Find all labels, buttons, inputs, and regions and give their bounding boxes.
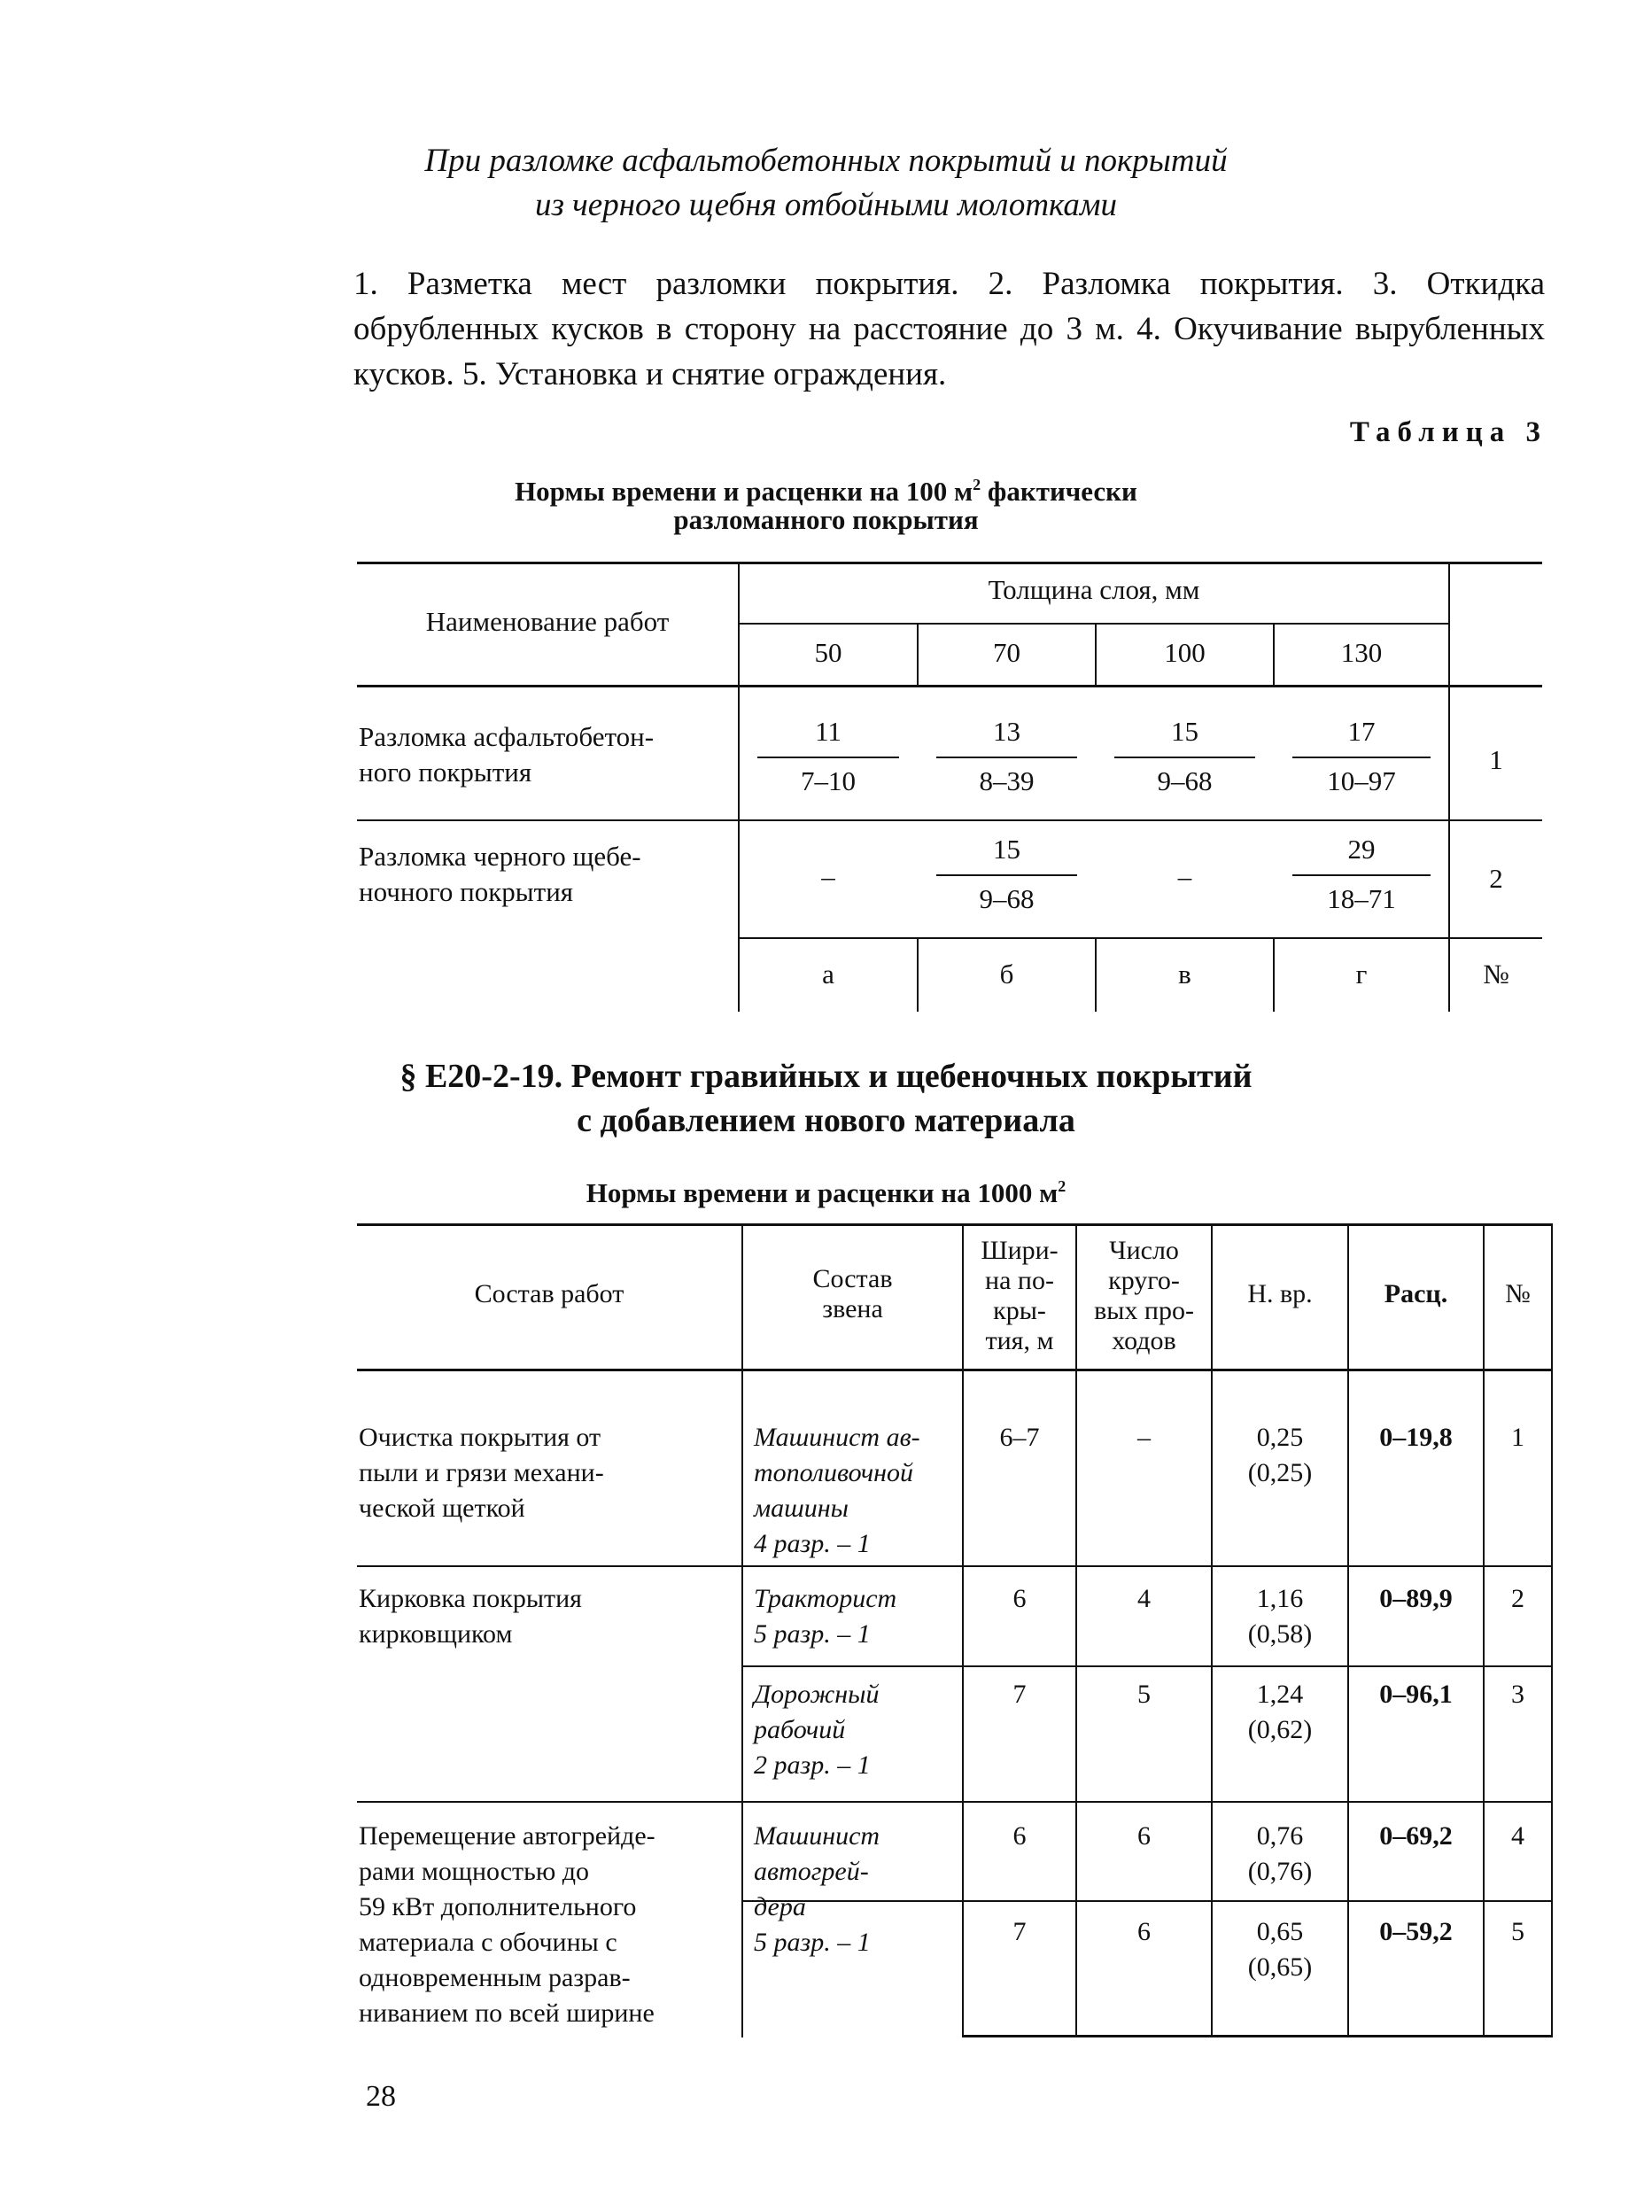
intro-heading-line1: При разломке асфальтобетонных покрытий и покрытий	[424, 143, 1228, 179]
table3	[357, 562, 1542, 1012]
table3-r2-c4: 29 18–71	[1275, 832, 1448, 917]
section-title-line2: с добавлением нового материала	[577, 1102, 1075, 1139]
g2-r1-passes: 4	[1137, 1584, 1151, 1613]
table3-label: Таблица 3	[1349, 416, 1547, 448]
g1-r1-width: 6–7	[999, 1423, 1040, 1452]
table3-row2-name-line2: ночного покрытия	[359, 876, 574, 907]
g1-r1-price: 0–19,8	[1379, 1423, 1453, 1452]
table3-header-thickness: Толщина слоя, мм	[988, 574, 1200, 605]
g3-r2-passes: 6	[1137, 1917, 1151, 1946]
th-norm: Н. вр.	[1247, 1279, 1313, 1308]
g2-crew1: Тракторист 5 разр. – 1	[754, 1584, 897, 1649]
repair-norms-table	[357, 1223, 1553, 2037]
g2-r1-price: 0–89,9	[1379, 1584, 1453, 1613]
g2-r1-norm: 1,16 (0,58)	[1247, 1584, 1313, 1649]
table3-footer-a: а	[822, 959, 834, 990]
th-price: Расц.	[1384, 1279, 1448, 1308]
table3-col-50: 50	[814, 637, 842, 668]
section-title-line1: § Е20-2-19. Ремонт гравийных и щебеночных покрытий	[399, 1058, 1253, 1095]
g2-r2-no: 3	[1511, 1680, 1524, 1709]
g3-r2-width: 7	[1012, 1917, 1027, 1946]
g1-r1-no: 1	[1511, 1423, 1524, 1452]
page-number: 28	[366, 2080, 396, 2113]
table3-r2-c3: –	[1177, 861, 1192, 892]
table3-col-100: 100	[1164, 637, 1206, 668]
g2-work: Кирковка покрытия кирковщиком	[359, 1584, 582, 1649]
table3-row1-name-line1: Разломка асфальтобетон-	[359, 721, 655, 752]
th-crew-line2: звена	[822, 1294, 883, 1323]
g1-r1-passes: –	[1137, 1423, 1151, 1452]
table3-footer-no: №	[1483, 959, 1509, 990]
th-crew-line1: Состав	[812, 1264, 893, 1293]
g2-r2-passes: 5	[1137, 1680, 1151, 1709]
section-caption: Нормы времени и расценки на 1000 $м^2$	[586, 1177, 1066, 1208]
g2-crew2: Дорожный рабочий 2 разр. – 1	[754, 1680, 880, 1780]
g2-r2-width: 7	[1012, 1680, 1027, 1709]
table3-footer-b: б	[999, 959, 1014, 990]
g3-r1-passes: 6	[1137, 1821, 1151, 1851]
g2-r1-no: 2	[1511, 1584, 1524, 1613]
g1-crew: Машинист ав- тополивочной машины 4 разр. – 1	[754, 1423, 920, 1558]
table3-row1-no: 1	[1489, 744, 1503, 775]
table3-footer-v: в	[1178, 959, 1191, 990]
g1-work: Очистка покрытия от пыли и грязи механи- ческой щеткой	[359, 1423, 604, 1523]
g3-r1-no: 4	[1511, 1821, 1524, 1851]
g3-work: Перемещение автогрейде- рами мощностью до 59 кВт дополнительного материала с обочины с одновременным разрав- ниванием по всей ширине	[359, 1821, 655, 2028]
g3-r2-norm: 0,65 (0,65)	[1247, 1917, 1313, 1982]
table3-caption-line1: Нормы времени и расценки на 100 $м^2$ фактически	[515, 476, 1137, 507]
th-passes: Число круго- вых про- ходов	[1094, 1236, 1194, 1355]
g3-r1-width: 6	[1012, 1821, 1027, 1851]
g1-r1-norm: 0,25 (0,25)	[1247, 1423, 1313, 1487]
th-work: Состав работ	[474, 1279, 624, 1308]
table3-r2-c2: 15 9–68	[919, 832, 1095, 917]
table3-col-70: 70	[993, 637, 1020, 668]
g3-r2-no: 5	[1511, 1917, 1524, 1946]
table3-r1-c3: 15 9–68	[1097, 714, 1273, 799]
table3-row2-no: 2	[1489, 863, 1503, 894]
th-no: №	[1505, 1279, 1531, 1308]
table3-r1-c1: 11 7–10	[740, 714, 917, 799]
intro-heading-line2: из черного щебня отбойными молотками	[534, 187, 1118, 223]
table3-r1-c2: 13 8–39	[919, 714, 1095, 799]
g2-r2-norm: 1,24 (0,62)	[1247, 1680, 1313, 1744]
table3-col-130: 130	[1340, 637, 1383, 668]
table3-caption-line2: разломанного покрытия	[673, 504, 979, 535]
table3-row2-name-line1: Разломка черного щебе-	[359, 841, 641, 872]
g2-r2-price: 0–96,1	[1379, 1680, 1453, 1709]
g2-r1-width: 6	[1012, 1584, 1027, 1613]
g3-r1-price: 0–69,2	[1379, 1821, 1453, 1851]
g3-r2-price: 0–59,2	[1379, 1917, 1453, 1946]
th-width: Шири- на по- кры- тия, м	[981, 1236, 1059, 1355]
table3-row1-name-line2: ного покрытия	[359, 757, 532, 788]
g3-crew: Машинист автогрей- дера 5 разр. – 1	[754, 1821, 880, 1957]
intro-paragraph: 1. Разметка мест разломки покрытия. 2. Разломка покрытия. 3. Откидка обрубленных кусков в сторону на расстояние до 3 м. 4. Окучивание вырубленных кусков. 5. Установка и снятие ограждения.	[353, 266, 1545, 392]
table3-header-name: Наименование работ	[425, 606, 670, 637]
table3-r2-c1: –	[821, 861, 835, 892]
table3-r1-c4: 17 10–97	[1275, 714, 1448, 799]
table3-footer-g: г	[1355, 959, 1368, 990]
g3-r1-norm: 0,76 (0,76)	[1247, 1821, 1313, 1886]
